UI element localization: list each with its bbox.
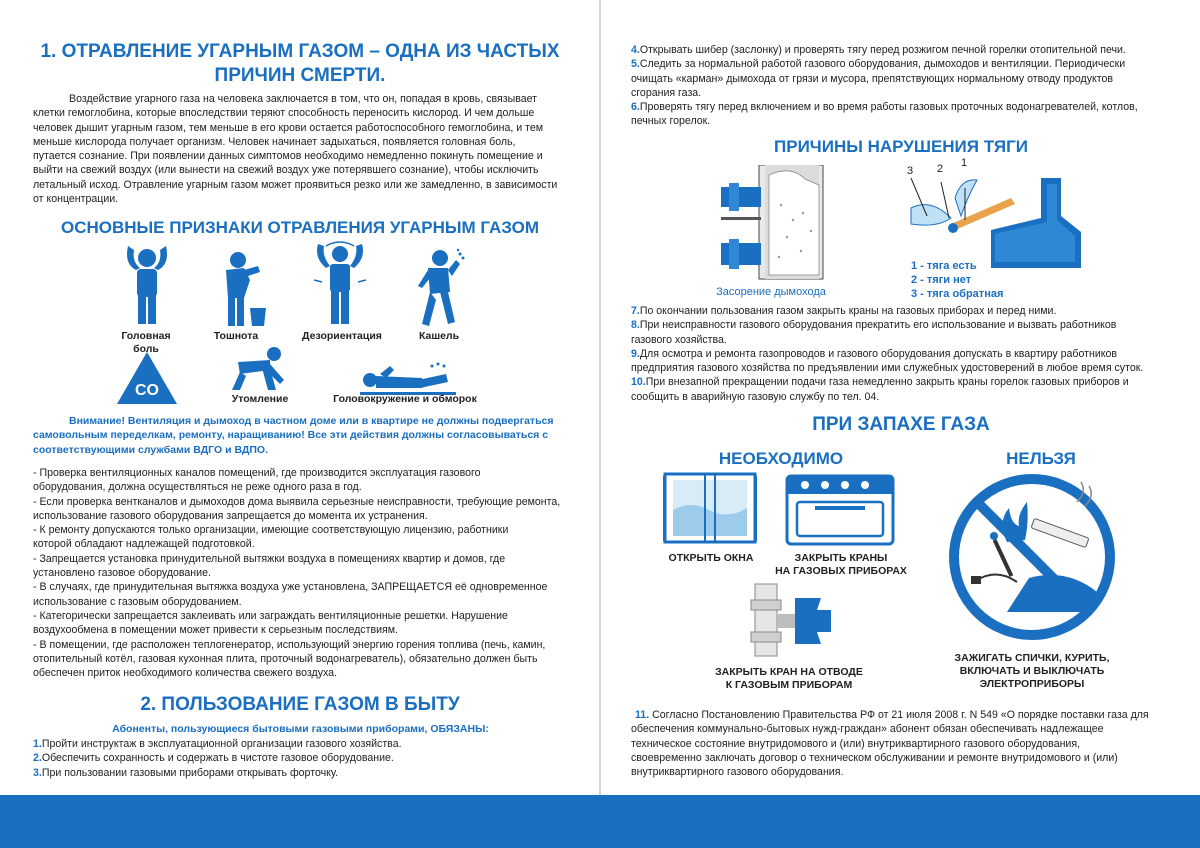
dizziness-icon: [360, 362, 456, 396]
draft-number-2: 2: [937, 163, 944, 175]
fatigue-icon: [226, 346, 298, 392]
item11-line: [631, 722, 1171, 736]
numbered-item-line: [631, 114, 1171, 128]
cough-icon: [410, 248, 466, 328]
left-page: [0, 0, 599, 795]
item-text: газового хозяйства.: [631, 333, 727, 346]
items-mid-list: [631, 304, 1171, 404]
duty-item: [33, 766, 568, 780]
bottom-band: [0, 795, 1200, 848]
forbidden-line3: ЭЛЕКТРОПРИБОРЫ: [979, 678, 1085, 690]
rule-line: - В помещении, где расположен теплогенератор, использующий энергию горения топлива (печь, камин,: [33, 638, 546, 651]
rule-line: использование газового оборудования запрещается до момента их устранения.: [33, 509, 428, 522]
fatigue-caption: Утомление: [231, 393, 289, 405]
numbered-item-line: [631, 43, 1171, 57]
numbered-item-line: [631, 72, 1171, 86]
duty-item: [33, 737, 568, 751]
numbered-item-line: [631, 100, 1171, 114]
item-text: При неисправности газового оборудования прекратить его использование и вызвать работников: [639, 319, 1117, 332]
numbered-item-line: [631, 361, 1171, 375]
items-top-list: [631, 43, 1171, 129]
rule-line: - Если проверка вентканалов и дымоходов дома выявила серьезные неисправности, требующие ремонта,: [33, 495, 561, 508]
chimney-caption: Засорение дымохода: [716, 286, 826, 298]
item11-line: [631, 708, 1171, 722]
open-window-icon: [663, 470, 757, 548]
gas-smell-title: ПРИ ЗАПАХЕ ГАЗА: [812, 414, 990, 435]
duty-item: [33, 751, 568, 765]
draft-title: ПРИЧИНЫ НАРУШЕНИЯ ТЯГИ: [774, 137, 1028, 156]
rule-line: - Запрещается установка принудительной вытяжки воздуха в помещениях квартир и домов, где: [33, 552, 506, 565]
numbered-item-line: [631, 304, 1171, 318]
rule-line: оборудования, должна осуществляться не реже одного раза в год.: [33, 481, 362, 494]
co-badge-text: CO: [135, 382, 159, 399]
disorientation-icon: [312, 240, 368, 326]
forbidden-line2: ВКЛЮЧАТЬ И ВЫКЛЮЧАТЬ: [959, 665, 1105, 677]
headache-caption-line2: боль: [133, 343, 159, 355]
close-valve-line2: К ГАЗОВЫМ ПРИБОРАМ: [725, 679, 853, 691]
draft-legend-2: 2 - тяги нет: [911, 274, 972, 286]
headache-caption-line1: Головная: [121, 330, 171, 342]
numbered-item-line: [631, 375, 1171, 389]
item-text: печных горелок.: [631, 115, 711, 128]
disorientation-caption: Дезориентация: [302, 330, 382, 342]
duty-text: Пройти инструктаж в эксплуатационной организации газового хозяйства.: [41, 738, 402, 750]
item-number: 11.: [635, 709, 653, 721]
close-taps-line1: ЗАКРЫТЬ КРАНЫ: [794, 552, 888, 564]
rule-line: обеспечен приток необходимого количества свежего воздуха.: [33, 667, 338, 680]
warning-line: соответствующими службами ВДГО и ВДПО.: [33, 443, 269, 456]
item-text: сообщить в аварийную газовую службу по тел. 04.: [631, 390, 880, 403]
intro-line: меньше кислорода получает организм. Человек начинает задыхаться, появляется головная боль,: [33, 135, 516, 148]
symptoms-title: ОСНОВНЫЕ ПРИЗНАКИ ОТРАВЛЕНИЯ УГАРНЫМ ГАЗОМ: [60, 218, 540, 237]
rule-line: отопительный котёл, газовая кухонная плита, проточный водонагреватель), обязательно должен быть: [33, 652, 538, 665]
item-number: 4.: [631, 44, 640, 56]
cough-caption: Кашель: [418, 330, 460, 342]
item-number: 10.: [631, 376, 646, 389]
section2-title: 2. ПОЛЬЗОВАНИЕ ГАЗОМ В БЫТУ: [140, 694, 460, 715]
item-number: 7.: [631, 305, 640, 317]
headache-icon: [120, 244, 174, 326]
item-text: своевременно заключать договор о техническом обслуживании и ремонте внутридомового и (или): [631, 751, 1118, 764]
item11-line: [631, 765, 1171, 779]
nausea-icon: [210, 250, 270, 328]
rule-line: - Категорически запрещается заклеивать или заграждать вентиляционные решетки. Нарушение: [33, 609, 508, 622]
ventilation-warning: [33, 414, 568, 457]
numbered-item-line: [631, 86, 1171, 100]
gas-valve-icon: [741, 580, 841, 660]
forbidden-title: НЕЛЬЗЯ: [1006, 449, 1076, 468]
rule-line: - Проверка вентиляционных каналов помещений, где производится эксплуатация газового: [33, 467, 481, 479]
nausea-caption: Тошнота: [213, 330, 259, 342]
numbered-item-line: [631, 333, 1171, 347]
section1-title: [20, 40, 580, 88]
rule-line: - К ремонту допускаются только организации, имеющие соответствующую лицензию, работники: [33, 524, 509, 537]
duty-text: При пользовании газовыми приборами открывать форточку.: [41, 766, 339, 779]
chimney-clog-icon: [721, 165, 825, 280]
numbered-item-line: [631, 57, 1171, 71]
warning-line: самовольным переделкам, ремонту, наращиванию! Все эти действия должны согласовываться с: [33, 429, 549, 442]
right-page: [601, 0, 1200, 795]
intro-line: выйти на свежий воздух (или вынести на свежий воздух уже потерявшего сознание), чтобы исключить: [33, 164, 539, 177]
intro-line: клетки гемоглобина, которые впоследствии теряют способность переносить кислород. И чем дольше: [33, 107, 535, 120]
draft-number-3: 3: [907, 165, 914, 177]
no-fire-smoking-electric-icon: [947, 472, 1117, 642]
forbidden-caption: [951, 652, 1113, 691]
forbidden-line1: ЗАЖИГАТЬ СПИЧКИ, КУРИТЬ,: [954, 652, 1110, 664]
draft-legend-3: 3 - тяга обратная: [911, 288, 1004, 300]
numbered-item-line: [631, 347, 1171, 361]
close-taps-line2: НА ГАЗОВЫХ ПРИБОРАХ: [775, 565, 907, 577]
item-text: сгорания газа.: [631, 86, 702, 99]
open-windows-caption: ОТКРЫТЬ ОКНА: [668, 552, 754, 564]
numbered-item-line: [631, 318, 1171, 332]
duty-text: Обеспечить сохранность и содержать в чистоте газовое оборудование.: [41, 752, 394, 765]
necessary-title: НЕОБХОДИМО: [718, 449, 844, 468]
gas-stove-icon: [785, 474, 895, 546]
item-text: По окончании пользования газом закрыть краны на газовых приборах и перед ними.: [639, 305, 1057, 317]
item-number: 5.: [631, 58, 640, 71]
item-text: При внезапной прекращении подачи газа немедленно закрыть краны горелок газовых приборов и: [645, 376, 1129, 389]
rule-line: - В случаях, где принудительная вытяжка воздуха уже установлена, ЗАПРЕЩАЕТСЯ её одновременное: [33, 581, 548, 594]
item-text: Согласно Постановлению Правительства РФ от 21 июля 2008 г. N 549 «О порядке поставки газа для: [652, 709, 1149, 721]
item-text: очищать «карман» дымохода от грязи и мусора, препятствующих нормальному отводу продуктов: [631, 72, 1114, 85]
dizziness-caption: Головокружение и обморок: [333, 393, 477, 405]
section1-title-line2: ПРИЧИН СМЕРТИ.: [214, 65, 386, 86]
draft-number-1: 1: [961, 158, 968, 169]
item-text: Следить за нормальной работой газового оборудования, дымоходов и вентиляции. Периодически: [639, 58, 1126, 71]
ventilation-rules: [33, 466, 568, 680]
draft-legend: [911, 259, 1031, 301]
item-text: Открывать шибер (заслонку) и проверять тягу перед розжигом печной горелки отопительной печи.: [639, 44, 1126, 56]
item11-line: [631, 751, 1171, 765]
intro-line: человек дышит угарным газом, тем меньше в его крови остается работоспособного гемоглобина, и тем: [33, 121, 544, 134]
rule-line: которой обладают надлежащей подготовкой.: [33, 538, 255, 551]
item-text: Проверять тягу перед включением и во время работы газовых проточных водонагревателей, котлов,: [639, 101, 1138, 114]
section1-title-line1: 1. ОТРАВЛЕНИЕ УГАРНЫМ ГАЗОМ – ОДНА ИЗ ЧАСТЫХ: [40, 41, 560, 62]
close-taps-caption: [771, 552, 911, 578]
intro-line: летальный исход. Отравление угарным газом может проявиться резко или же замедленно, в зависимости: [33, 178, 558, 191]
item-text: предприятия газового хозяйства по предъявлении ими служебных удостоверений в любое время суток.: [631, 362, 1144, 375]
item-text: Для осмотра и ремонта газопроводов и газового оборудования допускать в квартиру работников: [639, 347, 1118, 360]
draft-legend-1: 1 - тяга есть: [911, 260, 977, 272]
item-11: [631, 708, 1171, 779]
numbered-item-line: [631, 390, 1171, 404]
rule-line: воздухообмена в помещении может привести к серьезным последствиям.: [33, 624, 398, 637]
intro-paragraph: [33, 92, 568, 206]
close-valve-caption: [709, 666, 869, 692]
item-text: техническое состояние внутридомового и (или) внутриквартирного газового оборудования,: [631, 737, 1081, 750]
item-text: обеспечения коммунально-бытовых нужд-граждан» абонент обязан обеспечивать надлежащее: [631, 723, 1104, 736]
co-warning-icon: [115, 350, 179, 406]
close-valve-line1: ЗАКРЫТЬ КРАН НА ОТВОДЕ: [715, 666, 863, 678]
item11-line: [631, 737, 1171, 751]
item-number: 8.: [631, 319, 640, 332]
duties-list: [33, 737, 568, 780]
warning-line: Внимание! Вентиляция и дымоход в частном доме или в квартире не должны подвергаться: [69, 415, 554, 427]
item-number: 9.: [631, 347, 640, 360]
duty-number: 3.: [33, 766, 42, 779]
intro-line: путается сознание. При появлении данных симптомов необходимо немедленно покинуть помещение и: [33, 150, 543, 163]
item-number: 6.: [631, 101, 640, 114]
rule-line: использование с газовым оборудованием.: [33, 595, 242, 608]
section2-subtitle: Абоненты, пользующиеся бытовыми газовыми приборами, ОБЯЗАНЫ:: [112, 723, 489, 735]
rule-line: установлено газовое оборудование.: [33, 567, 211, 580]
item-text: внутриквартирного газового оборудования.: [631, 766, 844, 779]
duty-number: 1.: [33, 738, 42, 750]
intro-line: от концентрации.: [33, 193, 119, 206]
intro-line: Воздействие угарного газа на человека заключается в том, что он, попадая в кровь, связывает: [69, 93, 538, 105]
duty-number: 2.: [33, 752, 42, 765]
